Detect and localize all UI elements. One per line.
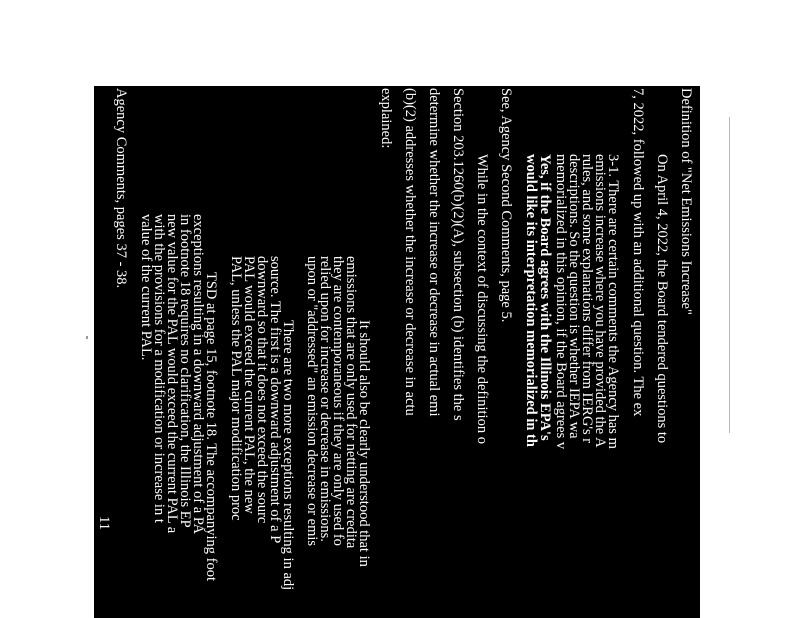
- quote-line: emissions that are only used for netting are credita: [343, 256, 359, 549]
- section-heading: Definition of "Net Emissions Increase": [678, 88, 694, 315]
- quote-line: they are contemporaneous if they are only used fo: [330, 256, 346, 546]
- paragraph-line: new value for the PAL would exceed the current PAL a: [164, 214, 180, 534]
- paragraph-line: with the provisions for a modification or increase in t: [151, 214, 167, 523]
- scanned-page: [94, 86, 700, 618]
- scan-speck: [86, 336, 88, 339]
- paragraph-line: in footnote 18 requires no clarification, the Illinois EP: [177, 214, 193, 528]
- paragraph-line: (b)(2) addresses whether the increase or decrease in actu: [402, 88, 418, 416]
- question-line: rules, and some explanations differ from IERG's r: [579, 154, 595, 444]
- paragraph-line: Section 203.1260(b)(2)(A), subsection (b) identifies the s: [450, 88, 466, 421]
- page-number: 11: [96, 516, 112, 530]
- paragraph-line: On April 4, 2022, the Board tendered questions to: [654, 154, 670, 444]
- paragraph-line: value of the current PAL.: [138, 214, 154, 361]
- answer-line: Yes, if the Board agrees with the Illinois EPA's: [537, 154, 553, 441]
- paragraph-line: TSD at page 15, footnote 18. The accompanying foot: [203, 272, 219, 581]
- quote-line: upon or "addressed" an emission decrease or emis: [304, 256, 320, 547]
- paragraph-line: determine whether the increase or decrease in actual emi: [426, 88, 442, 417]
- question-line: emissions increase where you have provided the A: [592, 154, 608, 448]
- citation-line: Agency Comments, pages 37 - 38.: [113, 88, 129, 289]
- question-line: descriptions. So the question is whether IEPA wa: [566, 154, 582, 439]
- paragraph-line: 7, 2022, followed up with an additional question. The ex: [630, 88, 646, 417]
- question-line: memorialized in this opinion, if the Board agrees v: [553, 154, 569, 450]
- rotated-text-block: [94, 86, 700, 618]
- quote-line: relied upon for increase or decrease in emissions.: [317, 256, 333, 542]
- quote-line: There are two more exceptions resulting in adj: [280, 320, 296, 591]
- paragraph-line: exceptions resulting in a downward adjustment of a PA: [190, 214, 206, 535]
- quote-line: source. The first is a downward adjustment of a P: [267, 256, 283, 544]
- quote-line: It should also be clearly understood that in: [356, 320, 372, 567]
- paragraph-line: explained:: [378, 88, 394, 149]
- quote-line: PAL would exceed the current PAL, the new: [241, 256, 257, 514]
- quote-line: downward so that it does not exceed the sourc: [254, 256, 270, 524]
- question-line: 3-1. There are certain comments the Agency has m: [605, 154, 621, 449]
- paragraph-line: While in the context of discussing the definition o: [474, 154, 490, 444]
- page-edge-rule: [729, 117, 730, 433]
- quote-line: PAL, unless the PAL major modification proc: [228, 256, 244, 521]
- citation-line: See, Agency Second Comments, page 5.: [498, 88, 514, 323]
- answer-line: would like its interpretation memorialized in th: [523, 154, 539, 447]
